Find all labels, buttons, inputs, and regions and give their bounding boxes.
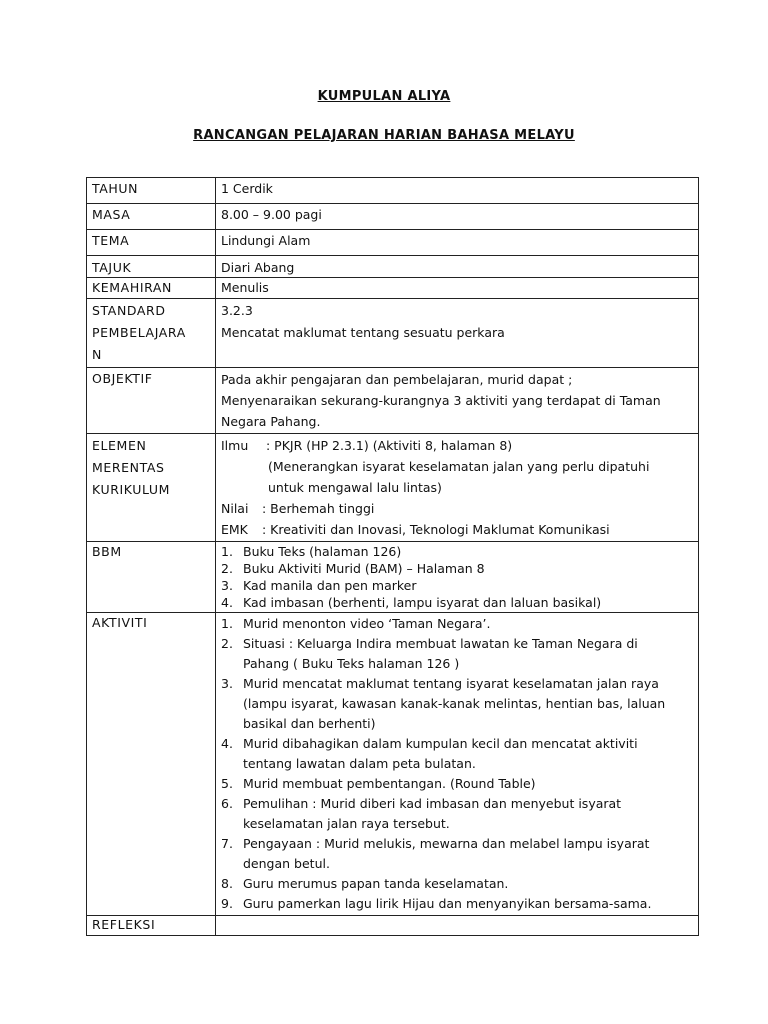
list-item: 4. Kad imbasan (berhenti, lampu isyarat dan laluan basikal) — [221, 595, 602, 610]
list-item: 8. Guru merumus papan tanda keselamatan. — [221, 876, 509, 891]
row-label: STANDARD PEMBELAJARA N — [87, 299, 216, 368]
table-row-refleksi — [87, 916, 699, 936]
row-value: 1 Cerdik — [216, 178, 699, 204]
list-item: 2. Buku Aktiviti Murid (BAM) – Halaman 8 — [221, 561, 485, 576]
row-label: MASA — [87, 204, 216, 230]
row-value — [216, 613, 699, 916]
list-item: 9. Guru pamerkan lagu lirik Hijau dan menyanyikan bersama-sama. — [221, 896, 652, 911]
row-value: Diari Abang — [216, 256, 699, 278]
table-row-objektif — [87, 368, 699, 434]
row-value — [216, 299, 699, 368]
row-value — [216, 434, 699, 542]
row-label: OBJEKTIF — [87, 368, 216, 434]
table-row-bbm — [87, 542, 699, 613]
row-label: TEMA — [87, 230, 216, 256]
table-row-masa — [87, 204, 699, 230]
list-item: 1. Buku Teks (halaman 126) — [221, 544, 402, 559]
list-item: 1. Murid menonton video ‘Taman Negara’. — [221, 616, 491, 631]
row-label: KEMAHIRAN — [87, 278, 216, 299]
bbm-list — [221, 543, 693, 611]
standard-code: 3.2.3 — [221, 303, 253, 318]
table-row-tema — [87, 230, 699, 256]
list-item: 5. Murid membuat pembentangan. (Round Table) — [221, 776, 536, 791]
table-row-aktiviti — [87, 613, 699, 916]
ilmu-description: (Menerangkan isyarat keselamatan jalan yang perlu dipatuhi untuk mengawal lalu lintas) — [268, 459, 650, 495]
list-item: 7. Pengayaan : Murid melukis, mewarna dan melabel lampu isyarat dengan betul. — [221, 836, 650, 871]
standard-text: Mencatat maklumat tentang sesuatu perkara — [221, 325, 505, 340]
row-value: 8.00 – 9.00 pagi — [216, 204, 699, 230]
row-value — [216, 916, 699, 936]
list-item: 6. Pemulihan : Murid diberi kad imbasan dan menyebut isyarat keselamatan jalan raya tersebut. — [221, 796, 622, 831]
nilai-line: Nilai : Berhemah tinggi — [221, 501, 375, 516]
table-row-standard — [87, 299, 699, 368]
table-row-elemen — [87, 434, 699, 542]
row-label: ELEMEN MERENTAS KURIKULUM — [87, 434, 216, 542]
row-label: BBM — [87, 542, 216, 613]
row-value: Menulis — [216, 278, 699, 299]
row-value — [216, 542, 699, 613]
table-row-kemahiran — [87, 278, 699, 299]
list-item: 4. Murid dibahagikan dalam kumpulan kecil dan mencatat aktiviti tentang lawatan dalam peta bulatan. — [221, 736, 638, 771]
row-value: Pada akhir pengajaran dan pembelajaran, murid dapat ; Menyenaraikan sekurang-kurangnya 3 aktiviti yang terdapat di Taman Negara Pahang. — [216, 368, 699, 434]
row-label: AKTIVITI — [87, 613, 216, 916]
table-row-tajuk — [87, 256, 699, 278]
lesson-plan-table — [86, 177, 699, 936]
row-label: TAHUN — [87, 178, 216, 204]
row-value: Lindungi Alam — [216, 230, 699, 256]
document-title: RANCANGAN PELAJARAN HARIAN BAHASA MELAYU — [193, 128, 575, 143]
list-item: 3. Kad manila dan pen marker — [221, 578, 417, 593]
aktiviti-list — [221, 614, 693, 914]
list-item: 2. Situasi : Keluarga Indira membuat lawatan ke Taman Negara di Pahang ( Buku Teks halaman 126 ) — [221, 636, 638, 671]
emk-line: EMK : Kreativiti dan Inovasi, Teknologi Maklumat Komunikasi — [221, 522, 610, 537]
row-label: REFLEKSI — [87, 916, 216, 936]
group-title: KUMPULAN ALIYA — [317, 89, 451, 104]
table-row-tahun — [87, 178, 699, 204]
ilmu-line: Ilmu : PKJR (HP 2.3.1) (Aktiviti 8, halaman 8) — [221, 438, 513, 453]
list-item: 3. Murid mencatat maklumat tentang isyarat keselamatan jalan raya (lampu isyarat, kawasan kanak-kanak melintas, hentian bas, laluan basikal dan berhenti) — [221, 676, 666, 731]
row-label: TAJUK — [87, 256, 216, 278]
